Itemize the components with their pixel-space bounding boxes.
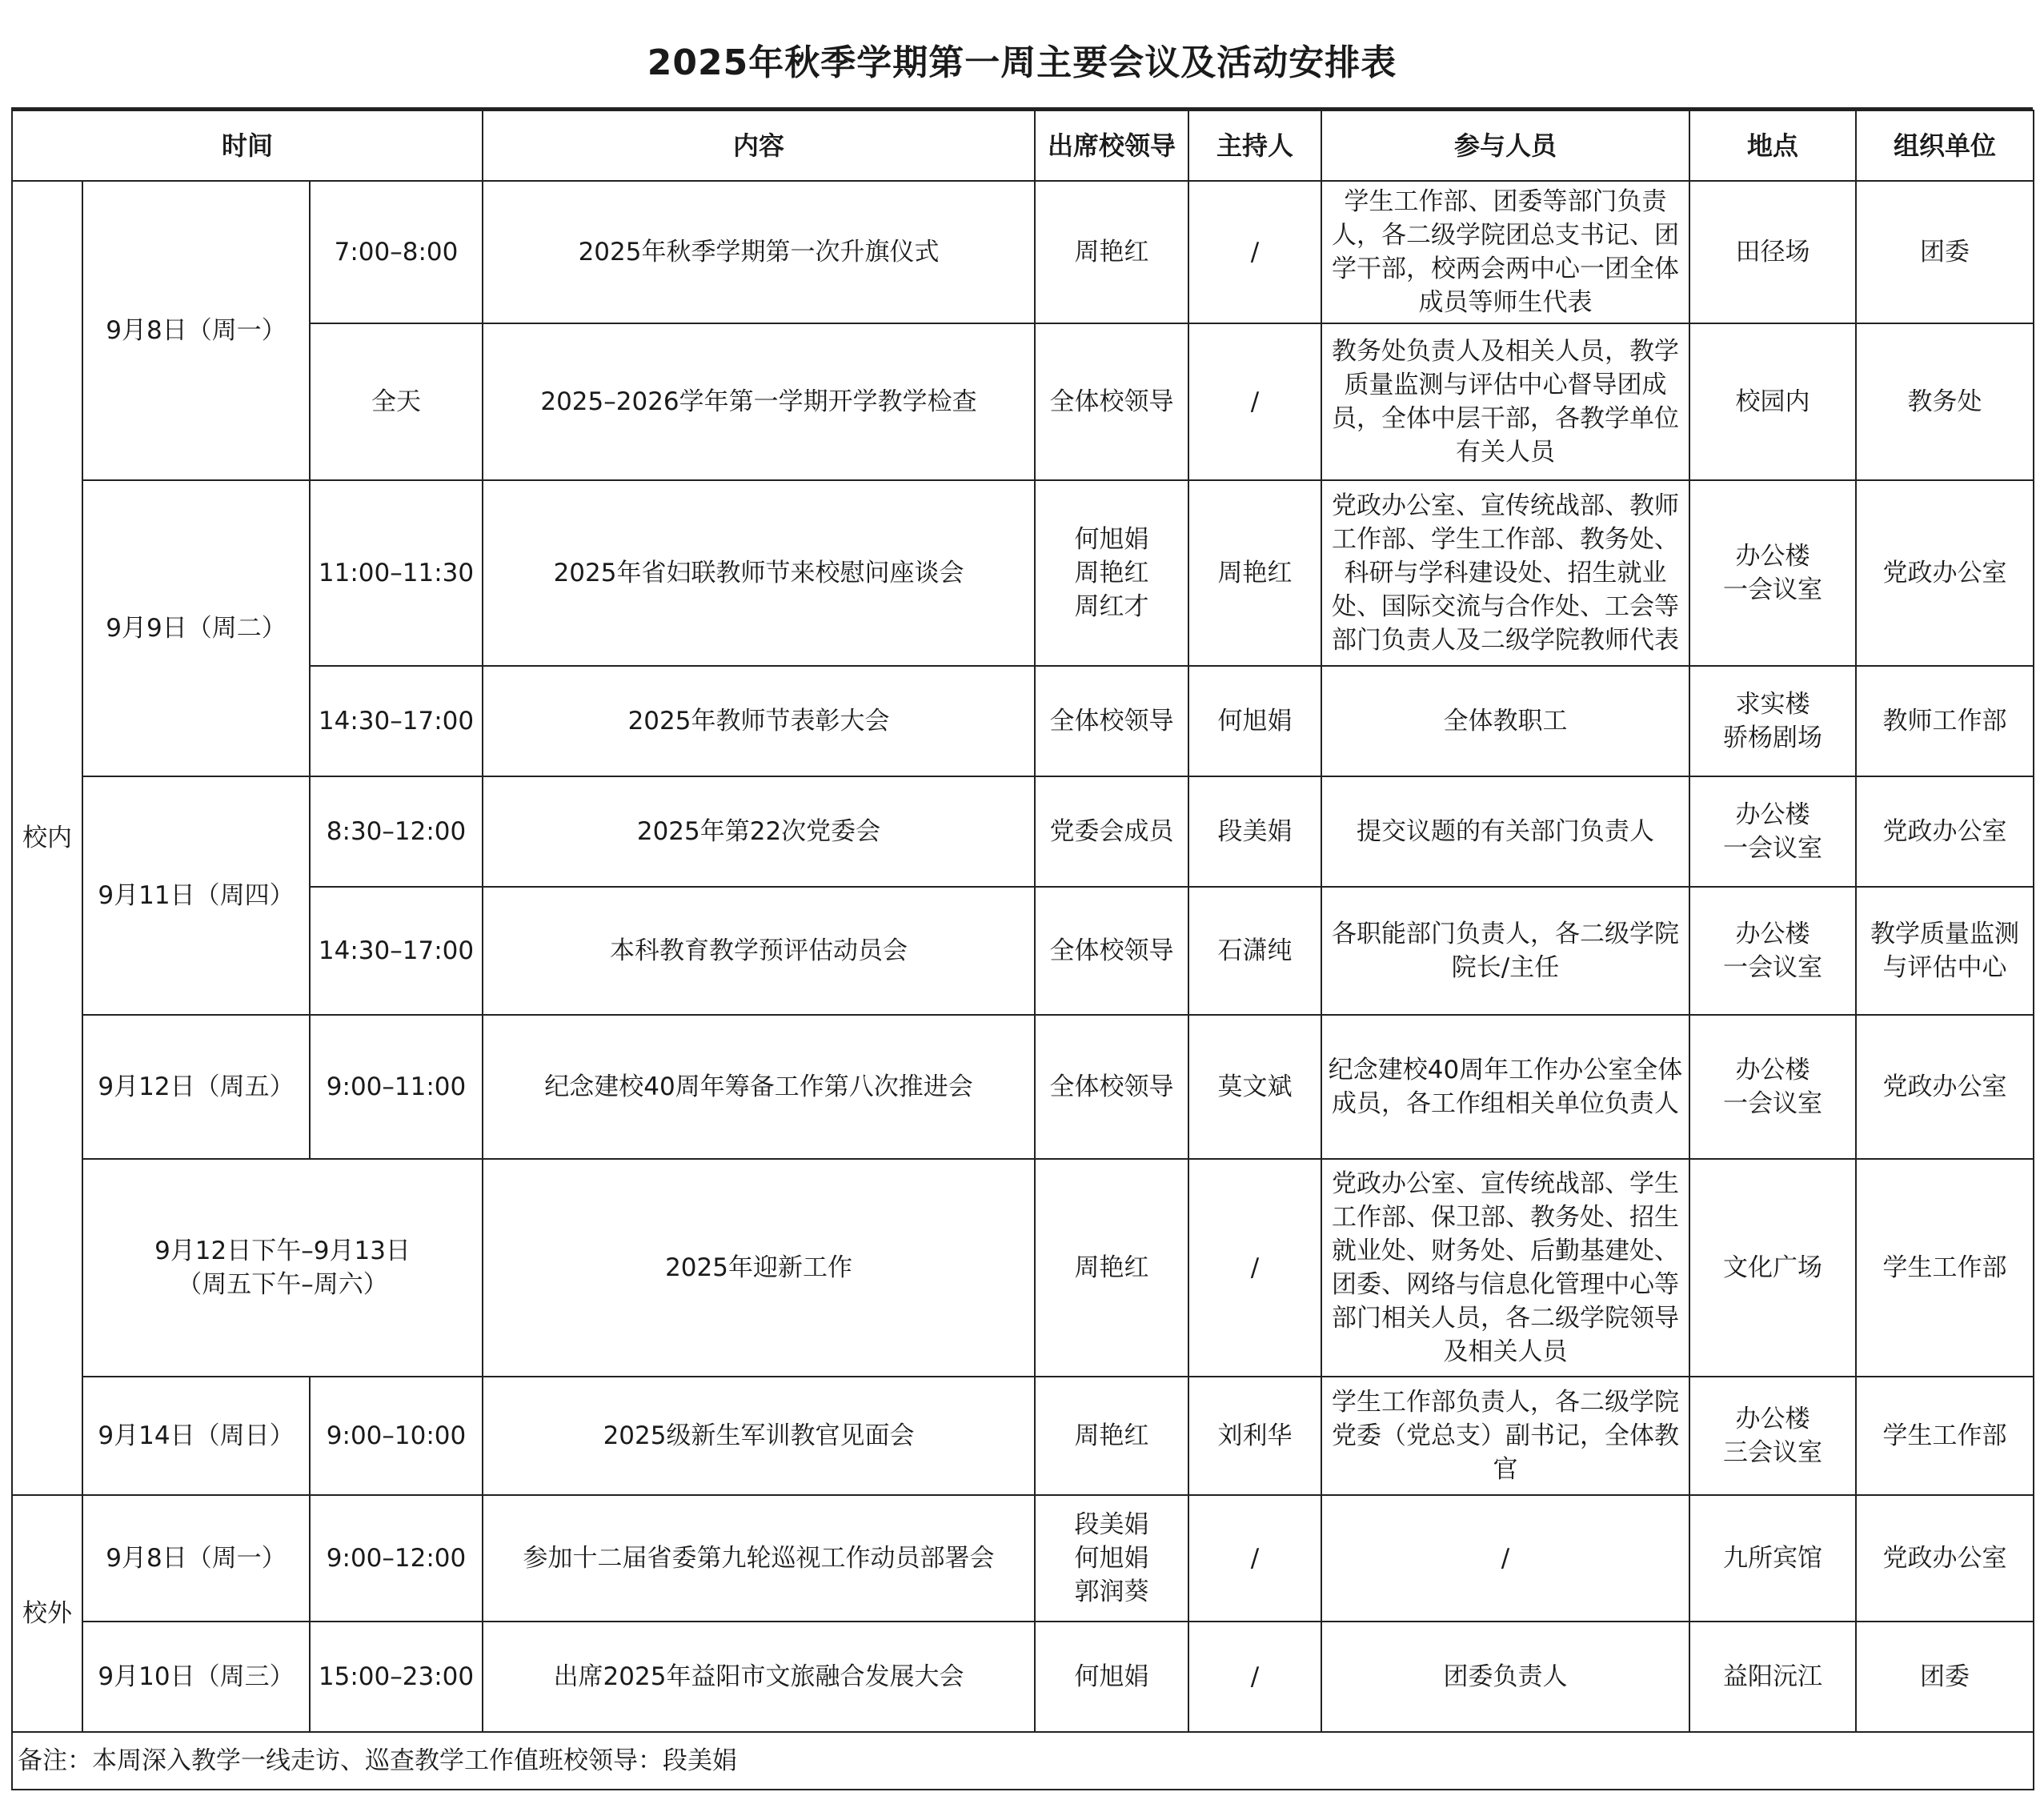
table-row (12, 666, 2034, 776)
table-row (12, 323, 2034, 480)
table-row (12, 887, 2034, 1015)
section-out-label: 校外 (12, 1495, 82, 1732)
date-cell: 9月14日（周日） (82, 1377, 310, 1495)
schedule-table (11, 110, 2034, 1790)
note-text: 备注：本周深入教学一线走访、巡查教学工作值班校领导：段美娟 (12, 1732, 2034, 1790)
title-bar (11, 11, 2033, 110)
leaders-cell: 周艳红 (1035, 181, 1188, 323)
organizer-cell: 党政办公室 (1856, 776, 2034, 887)
location-cell: 办公楼 一会议室 (1689, 776, 1856, 887)
time-cell: 14:30–17:00 (310, 887, 483, 1015)
location-cell: 校园内 (1689, 323, 1856, 480)
participants-cell: 党政办公室、宣传统战部、教师工作部、学生工作部、教务处、科研与学科建设处、招生就业处、国际交流与合作处、工会等部门负责人及二级学院教师代表 (1321, 480, 1689, 666)
location-cell: 求实楼 骄杨剧场 (1689, 666, 1856, 776)
participants-cell: 团委负责人 (1321, 1622, 1689, 1732)
header-organizer: 组织单位 (1856, 110, 2034, 181)
time-cell: 15:00–23:00 (310, 1622, 483, 1732)
leaders-cell: 何旭娟 周艳红 周红才 (1035, 480, 1188, 666)
organizer-cell: 学生工作部 (1856, 1159, 2034, 1377)
table-row (12, 1622, 2034, 1732)
content-cell: 2025级新生军训教官见面会 (483, 1377, 1035, 1495)
content-cell: 纪念建校40周年筹备工作第八次推进会 (483, 1015, 1035, 1159)
host-cell: 刘利华 (1188, 1377, 1321, 1495)
content-cell: 2025年迎新工作 (483, 1159, 1035, 1377)
location-cell: 办公楼 三会议室 (1689, 1377, 1856, 1495)
organizer-cell: 教师工作部 (1856, 666, 2034, 776)
header-leaders: 出席校领导 (1035, 110, 1188, 181)
time-cell: 14:30–17:00 (310, 666, 483, 776)
time-cell: 9:00–12:00 (310, 1495, 483, 1622)
leaders-cell: 全体校领导 (1035, 1015, 1188, 1159)
table-row (12, 1377, 2034, 1495)
host-cell: / (1188, 1495, 1321, 1622)
leaders-cell: 何旭娟 (1035, 1622, 1188, 1732)
leaders-cell: 周艳红 (1035, 1377, 1188, 1495)
header-location: 地点 (1689, 110, 1856, 181)
location-cell: 办公楼 一会议室 (1689, 480, 1856, 666)
leaders-cell: 段美娟 何旭娟 郭润葵 (1035, 1495, 1188, 1622)
header-content: 内容 (483, 110, 1035, 181)
date-cell: 9月12日下午–9月13日 （周五下午–周六） (82, 1159, 483, 1377)
time-cell: 8:30–12:00 (310, 776, 483, 887)
leaders-cell: 全体校领导 (1035, 666, 1188, 776)
time-cell: 全天 (310, 323, 483, 480)
organizer-cell: 学生工作部 (1856, 1377, 2034, 1495)
content-cell: 出席2025年益阳市文旅融合发展大会 (483, 1622, 1035, 1732)
participants-cell: 学生工作部、团委等部门负责人，各二级学院团总支书记、团学干部，校两会两中心一团全体成员等师生代表 (1321, 181, 1689, 323)
location-cell: 益阳沅江 (1689, 1622, 1856, 1732)
location-cell: 文化广场 (1689, 1159, 1856, 1377)
host-cell: 何旭娟 (1188, 666, 1321, 776)
organizer-cell: 党政办公室 (1856, 1495, 2034, 1622)
leaders-cell: 周艳红 (1035, 1159, 1188, 1377)
time-cell: 9:00–10:00 (310, 1377, 483, 1495)
host-cell: 段美娟 (1188, 776, 1321, 887)
header-host: 主持人 (1188, 110, 1321, 181)
organizer-cell: 党政办公室 (1856, 480, 2034, 666)
host-cell: / (1188, 181, 1321, 323)
participants-cell: 纪念建校40周年工作办公室全体成员，各工作组相关单位负责人 (1321, 1015, 1689, 1159)
leaders-cell: 全体校领导 (1035, 323, 1188, 480)
content-cell: 2025年秋季学期第一次升旗仪式 (483, 181, 1035, 323)
organizer-cell: 团委 (1856, 1622, 2034, 1732)
section-in-label: 校内 (12, 181, 82, 1495)
host-cell: / (1188, 323, 1321, 480)
table-row (12, 1495, 2034, 1622)
note-row (12, 1732, 2034, 1790)
date-cell: 9月8日（周一） (82, 1495, 310, 1622)
participants-cell: 学生工作部负责人，各二级学院党委（党总支）副书记，全体教官 (1321, 1377, 1689, 1495)
date-cell: 9月8日（周一） (82, 181, 310, 480)
table-row (12, 776, 2034, 887)
date-cell: 9月12日（周五） (82, 1015, 310, 1159)
leaders-cell: 党委会成员 (1035, 776, 1188, 887)
location-cell: 田径场 (1689, 181, 1856, 323)
header-row (12, 110, 2034, 181)
participants-cell: / (1321, 1495, 1689, 1622)
organizer-cell: 教学质量监测 与评估中心 (1856, 887, 2034, 1015)
participants-cell: 党政办公室、宣传统战部、学生工作部、保卫部、教务处、招生就业处、财务处、后勤基建处、团委、网络与信息化管理中心等部门相关人员，各二级学院领导及相关人员 (1321, 1159, 1689, 1377)
participants-cell: 教务处负责人及相关人员，教学质量监测与评估中心督导团成员，全体中层干部，各教学单位有关人员 (1321, 323, 1689, 480)
content-cell: 2025–2026学年第一学期开学教学检查 (483, 323, 1035, 480)
date-cell: 9月10日（周三） (82, 1622, 310, 1732)
header-time: 时间 (12, 110, 483, 181)
organizer-cell: 团委 (1856, 181, 2034, 323)
organizer-cell: 党政办公室 (1856, 1015, 2034, 1159)
time-cell: 9:00–11:00 (310, 1015, 483, 1159)
location-cell: 办公楼 一会议室 (1689, 887, 1856, 1015)
host-cell: 莫文斌 (1188, 1015, 1321, 1159)
participants-cell: 全体教职工 (1321, 666, 1689, 776)
time-cell: 11:00–11:30 (310, 480, 483, 666)
table-row (12, 1015, 2034, 1159)
table-row (12, 181, 2034, 323)
date-cell: 9月9日（周二） (82, 480, 310, 776)
schedule-sheet (11, 11, 2033, 1790)
content-cell: 2025年教师节表彰大会 (483, 666, 1035, 776)
host-cell: 石潇纯 (1188, 887, 1321, 1015)
page-title: 2025年秋季学期第一周主要会议及活动安排表 (647, 42, 1397, 83)
organizer-cell: 教务处 (1856, 323, 2034, 480)
header-participants: 参与人员 (1321, 110, 1689, 181)
table-row (12, 1159, 2034, 1377)
content-cell: 2025年省妇联教师节来校慰问座谈会 (483, 480, 1035, 666)
content-cell: 2025年第22次党委会 (483, 776, 1035, 887)
content-cell: 参加十二届省委第九轮巡视工作动员部署会 (483, 1495, 1035, 1622)
date-cell: 9月11日（周四） (82, 776, 310, 1015)
time-cell: 7:00–8:00 (310, 181, 483, 323)
location-cell: 九所宾馆 (1689, 1495, 1856, 1622)
host-cell: / (1188, 1622, 1321, 1732)
leaders-cell: 全体校领导 (1035, 887, 1188, 1015)
host-cell: 周艳红 (1188, 480, 1321, 666)
location-cell: 办公楼 一会议室 (1689, 1015, 1856, 1159)
content-cell: 本科教育教学预评估动员会 (483, 887, 1035, 1015)
host-cell: / (1188, 1159, 1321, 1377)
participants-cell: 提交议题的有关部门负责人 (1321, 776, 1689, 887)
participants-cell: 各职能部门负责人，各二级学院院长/主任 (1321, 887, 1689, 1015)
table-row (12, 480, 2034, 666)
